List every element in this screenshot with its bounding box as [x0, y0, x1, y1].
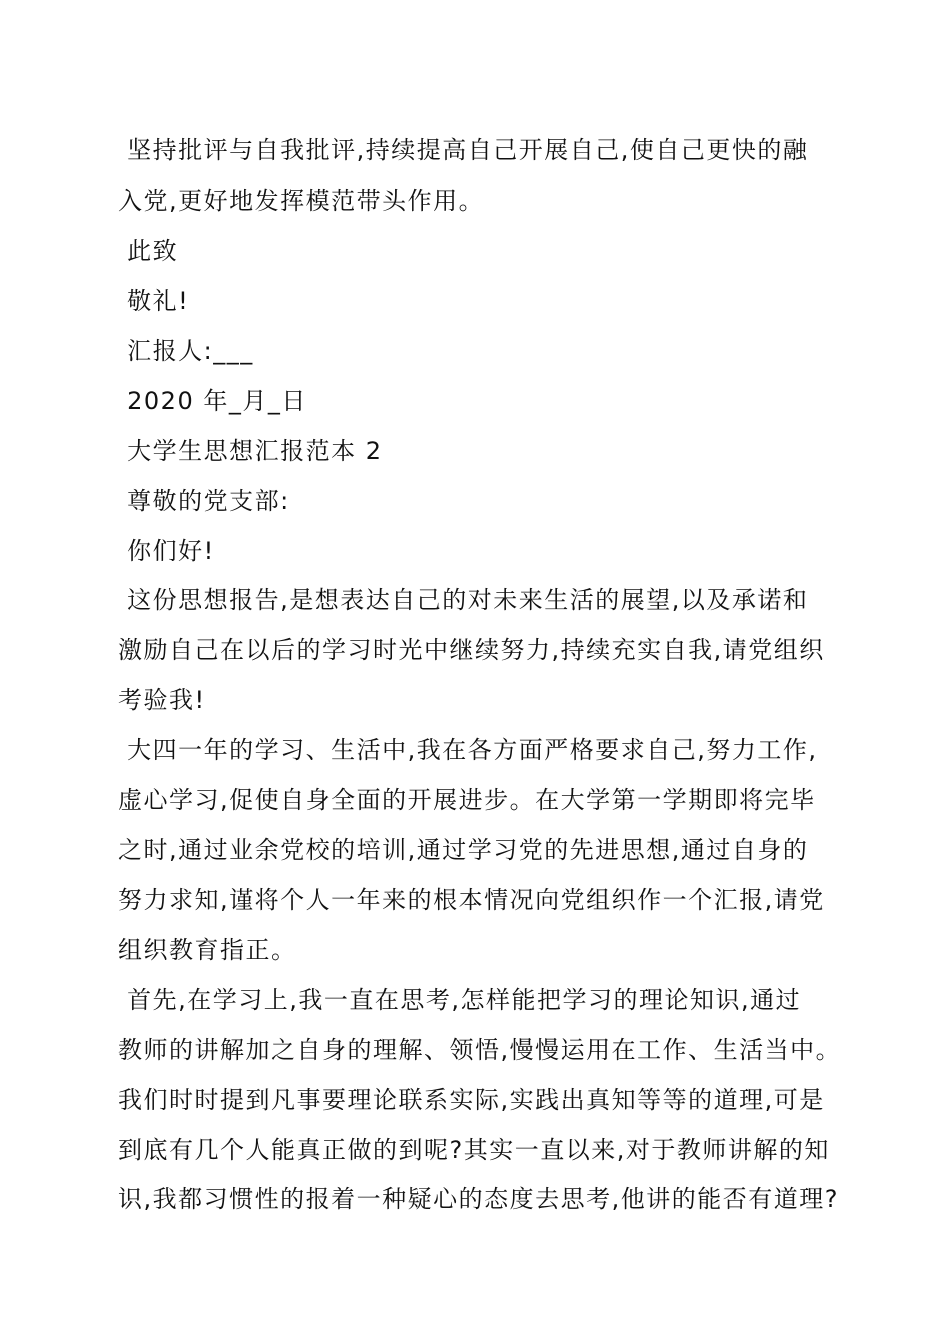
text-line: 大学生思想汇报范本 2	[118, 437, 383, 465]
text-line: 我们时时提到凡事要理论联系实际,实践出真知等等的道理,可是	[118, 1086, 825, 1114]
text-line: 敬礼!	[118, 287, 190, 315]
text-line: 组织教育指正。	[118, 936, 297, 964]
text-line: 这份思想报告,是想表达自己的对未来生活的展望,以及承诺和	[118, 586, 809, 614]
text-line: 坚持批评与自我批评,持续提高自己开展自己,使自己更快的融	[118, 136, 809, 164]
text-line: 虚心学习,促使自身全面的开展进步。在大学第一学期即将完毕	[118, 786, 816, 814]
text-line: 尊敬的党支部:	[118, 487, 290, 515]
text-line: 汇报人:___	[118, 337, 254, 365]
text-line: 考验我!	[118, 686, 206, 714]
text-line: 激励自己在以后的学习时光中继续努力,持续充实自我,请党组织	[118, 636, 825, 664]
text-line: 入党,更好地发挥模范带头作用。	[118, 187, 485, 215]
text-line: 教师的讲解加之自身的理解、领悟,慢慢运用在工作、生活当中。	[118, 1036, 842, 1064]
text-line: 你们好!	[118, 537, 215, 565]
text-line: 努力求知,谨将个人一年来的根本情况向党组织作一个汇报,请党	[118, 886, 825, 914]
text-line: 之时,通过业余党校的培训,通过学习党的先进思想,通过自身的	[118, 836, 809, 864]
text-line: 2020 年_月_日	[118, 387, 307, 415]
text-line: 识,我都习惯性的报着一种疑心的态度去思考,他讲的能否有道理?	[118, 1185, 839, 1213]
text-line: 大四一年的学习、生活中,我在各方面严格要求自己,努力工作,	[118, 736, 818, 764]
text-line: 到底有几个人能真正做的到呢?其实一直以来,对于教师讲解的知	[118, 1136, 830, 1164]
text-line: 首先,在学习上,我一直在思考,怎样能把学习的理论知识,通过	[118, 986, 802, 1014]
text-line: 此致	[118, 237, 179, 265]
